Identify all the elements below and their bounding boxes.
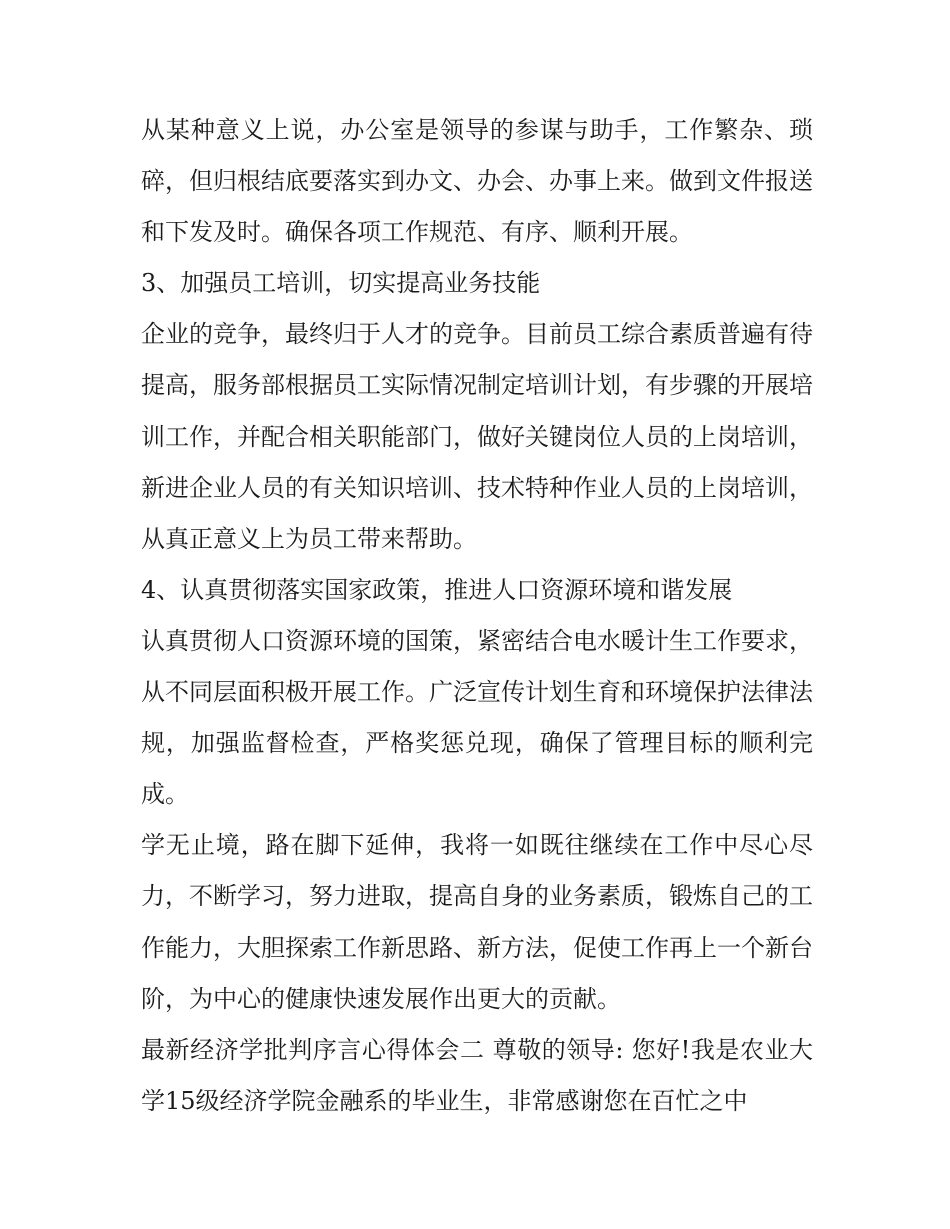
section-heading-4: 4、认真贯彻落实国家政策，推进人口资源环境和谐发展 bbox=[141, 575, 733, 604]
paragraph-conclusion: 学无止境，路在脚下延伸，我将一如既往继续在工作中尽心尽力，不断学习，努力进取，提高自身的业务素质，锻炼自己的工作能力，大胆探索工作新思路、新方法，促使工作再上一个新台阶，为中心的健康快速发展作出更大的贡献。 bbox=[141, 831, 813, 1013]
paragraph-national-policy: 认真贯彻人口资源环境的国策，紧密结合电水暖计生工作要求，从不同层面积极开展工作。广泛宣传计划生育和环境保护法律法规，加强监督检查，严格奖惩兑现，确保了管理目标的顺利完成。 bbox=[141, 626, 813, 809]
paragraph-second-essay-intro: 最新经济学批判序言心得体会二 尊敬的领导: 您好!我是农业大学15级经济学院金融系的毕业生，非常感谢您在百忙之中 bbox=[141, 1035, 813, 1115]
paragraph-staff-training: 企业的竞争，最终归于人才的竞争。目前员工综合素质普遍有待提高，服务部根据员工实际情况制定培训计划，有步骤的开展培训工作，并配合相关职能部门，做好关键岗位人员的上岗培训，新进企业人员的有关知识培训、技术特种作业人员的上岗培训，从真正意义上为员工带来帮助。 bbox=[141, 320, 813, 553]
section-heading-3: 3、加强员工培训，切实提高业务技能 bbox=[141, 269, 541, 298]
document-body bbox=[141, 105, 813, 1127]
paragraph-office-role: 从某种意义上说，办公室是领导的参谋与助手，工作繁杂、琐碎，但归根结底要落实到办文、办会、办事上来。做到文件报送和下发及时。确保各项工作规范、有序、顺利开展。 bbox=[141, 116, 813, 247]
